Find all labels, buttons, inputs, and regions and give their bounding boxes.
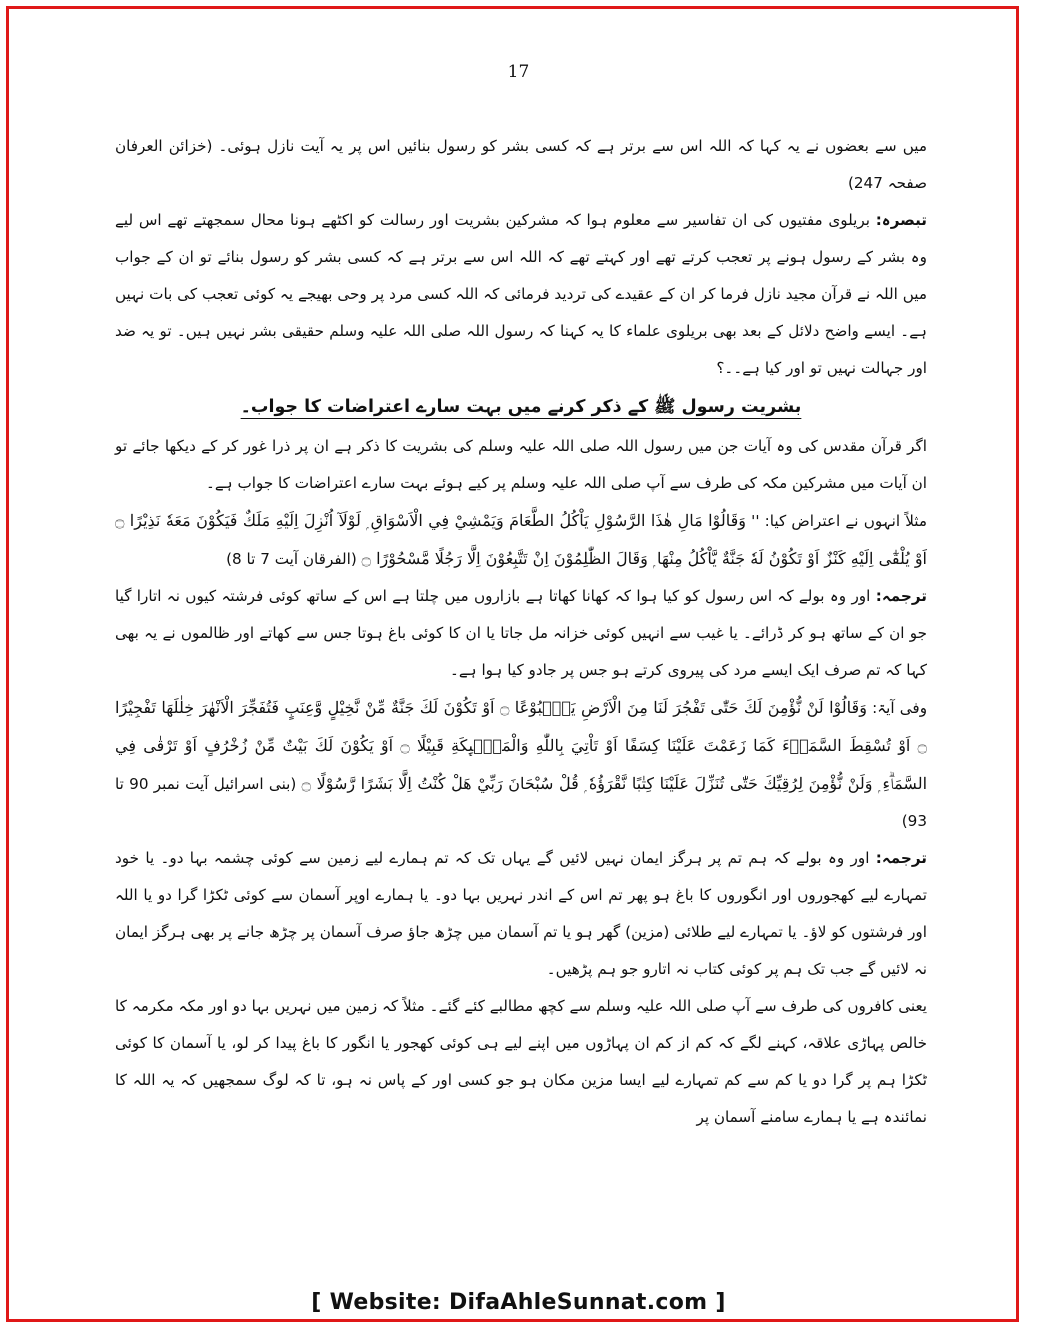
translation-text-2: اور وہ بولے کہ ہم تم پر ہرگز ایمان نہیں لائیں گے یہاں تک کہ تم ہمارے لیے زمین سے کوئی چشمہ بہا دو۔ یا خود تمہارے لیے کھجوروں اور انگوروں کا باغ ہو پھر تم اس کے اندر نہریں بہا دو۔ یا ہمارے اوپر آسمان سے کوئی ٹکڑا گرا دو یا اللہ اور فرشتوں کو لاؤ۔ یا تمہارے لیے طلائی (مزین) گھر ہو یا تم آسمان میں چڑھ جاؤ صرف آسمان پر چڑھ جانے پر بھی ہرگز ایمان نہ لائیں گے جب تک ہم پر کوئی کتاب نہ اتارو جو ہم پڑھیں۔ bbox=[115, 849, 927, 978]
ayah-isra: وَقَالُوْا لَنْ نُّؤْمِنَ لَكَ حَتّٰى تَفْجُرَ لَنَا مِنَ الْاَرْضِ يَنْۢبُوْعًا ۝ اَوْ تَكُوْنَ لَكَ جَنَّةٌ مِّنْ نَّخِيْلٍ وَّعِنَبٍ فَتُفَجِّرَ الْاَنْهٰرَ خِلٰلَهَا تَفْجِيْرًا ۝ اَوْ تُسْقِطَ السَّمَاۗءَ كَمَا زَعَمْتَ عَلَيْنَا كِسَفًا اَوْ تَاْتِيَ بِاللّٰهِ وَالْمَلٰۗىِٕكَةِ قَبِيْلًا ۝ اَوْ يَكُوْنَ لَكَ بَيْتٌ مِّنْ زُخْرُفٍ اَوْ تَرْقٰى فِي السَّمَاۗءِ ۭ وَلَنْ نُّؤْمِنَ لِرُقِيِّكَ حَتّٰى تُنَزِّلَ عَلَيْنَا كِتٰبًا نَّقْرَؤُهٗ ۭ قُلْ سُبْحَانَ رَبِّيْ هَلْ كُنْتُ اِلَّا بَشَرًا رَّسُوْلًا ۝ bbox=[115, 698, 928, 793]
paragraph-ayat-intro: اگر قرآن مقدس کی وہ آیات جن میں رسول اللہ صلی اللہ علیہ وسلم کی بشریت کا ذکر ہے ان پر ذرا غور کر کے دیکھا جائے تو ان آیات میں مشرکین مکہ کی طرف سے آپ صلی اللہ علیہ وسلم پر کیے ہوئے بہت سارے اعتراضات کا جواب ہے۔ bbox=[115, 437, 927, 492]
translation-label-1: ترجمہ: bbox=[875, 587, 928, 605]
ayah-furqan-reference: (الفرقان آیت 7 تا 8) bbox=[226, 550, 357, 568]
ayah-isra-reference: (بنی اسرائیل آیت نمبر 90 تا 93) bbox=[115, 775, 927, 830]
website-link[interactable]: Website: DifaAhleSunnat.com bbox=[329, 1290, 708, 1315]
translation-label-2: ترجمہ: bbox=[875, 849, 928, 867]
tabsara-label: تبصرہ: bbox=[875, 211, 928, 229]
example-intro: مثلاً انہوں نے اعتراض کیا: '' bbox=[751, 512, 928, 530]
tabsara-text: بریلوی مفتیوں کی ان تفاسیر سے معلوم ہوا کہ مشرکین بشریت اور رسالت کو اکٹھے ہونا محال سمجھتے تھے اس لیے وہ بشر کے رسول ہونے پر تعجب کرتے تھے اور کہتے تھے کہ اللہ اس سے برتر ہے کہ کسی بشر کو رسول بنائے تو ان کے جواب میں اللہ نے قرآن مجید نازل فرما کر ان کے عقیدے کی تردید فرمائی کہ اللہ کسی مرد پر وحی بھیجے یہ کوئی تعجب کی بات نہیں ہے۔ ایسے واضح دلائل کے بعد بھی بریلوی علماء کا یہ کہنا کہ رسول اللہ صلی اللہ علیہ وسلم حقیقی بشر نہیں ہیں۔ تو یہ ضد اور جہالت نہیں تو اور کیا ہے۔۔؟ bbox=[115, 211, 927, 377]
footer-close-bracket: ] bbox=[715, 1290, 726, 1315]
paragraph-intro: میں سے بعضوں نے یہ کہا کہ اللہ اس سے برتر ہے کہ کسی بشر کو رسول بنائیں اس پر یہ آیت نازل ہوئی۔ (خزائن العرفان صفحہ 247) bbox=[115, 137, 927, 192]
page-number: 17 bbox=[507, 62, 530, 82]
website-footer bbox=[0, 1290, 1037, 1315]
paragraph-final: یعنی کافروں کی طرف سے آپ صلی اللہ علیہ وسلم سے کچھ مطالبے کئے گئے۔ مثلاً کہ زمین میں نہریں بہا دو اور مکہ مکرمہ کا خالص پہاڑی علاقہ، کہنے لگے کہ کم از کم ان پہاڑوں میں اپنے لیے ہی کوئی کھجور یا انگور کا باغ پیدا کر لو، یا آسمان کا کوئی ٹکڑا ہم پر گرا دو یا کم سے کم تمہارے لیے ایسا مزین مکان ہو جو کسی اور کے پاس نہ ہو، تا کہ لوگ سمجھیں کہ یہ اللہ کا نمائندہ ہے یا ہمارے سامنے آسمان پر bbox=[115, 997, 927, 1126]
ayah-furqan: وَقَالُوْا مَالِ هٰذَا الرَّسُوْلِ يَاْكُلُ الطَّعَامَ وَيَمْشِيْ فِي الْاَسْوَاقِ ۭ لَوْلَآ اُنْزِلَ اِلَيْهِ مَلَكٌ فَيَكُوْنَ مَعَهٗ نَذِيْرًا ۝ اَوْ يُلْقٰٓى اِلَيْهِ كَنْزٌ اَوْ تَكُوْنُ لَهٗ جَنَّةٌ يَّاْكُلُ مِنْهَا ۭ وَقَالَ الظّٰلِمُوْنَ اِنْ تَتَّبِعُوْنَ اِلَّا رَجُلًا مَّسْحُوْرًا ۝ bbox=[115, 511, 927, 568]
paragraph-example-1 bbox=[115, 502, 927, 578]
section-heading: بشریت رسول ﷺ کے ذکر کرنے میں بہت سارے اعتراضات کا جواب۔ bbox=[240, 397, 802, 417]
ayah-isra-intro: وفی آیۃ: bbox=[872, 699, 928, 717]
paragraph-tabsara bbox=[115, 202, 927, 387]
document-body bbox=[115, 128, 927, 1136]
paragraph-translation-1 bbox=[115, 578, 927, 689]
translation-text-1: اور وہ بولے کہ اس رسول کو کیا ہوا کہ کھانا کھاتا ہے بازاروں میں چلتا ہے اس کے ساتھ کوئی فرشتہ کیوں نہ اتارا گیا جو ان کے ساتھ ہو کر ڈرائے۔ یا غیب سے انہیں کوئی خزانہ مل جاتا یا ان کا کوئی باغ ہوتا جس سے کھاتے اور ظالموں نے یہ بھی کہا کہ تم صرف ایک ایسے مرد کی پیروی کرتے ہو جس پر جادو کیا ہوا ہے۔ bbox=[115, 587, 927, 679]
footer-open-bracket: [ bbox=[311, 1290, 322, 1315]
paragraph-example-2 bbox=[115, 689, 927, 840]
paragraph-translation-2 bbox=[115, 840, 927, 988]
